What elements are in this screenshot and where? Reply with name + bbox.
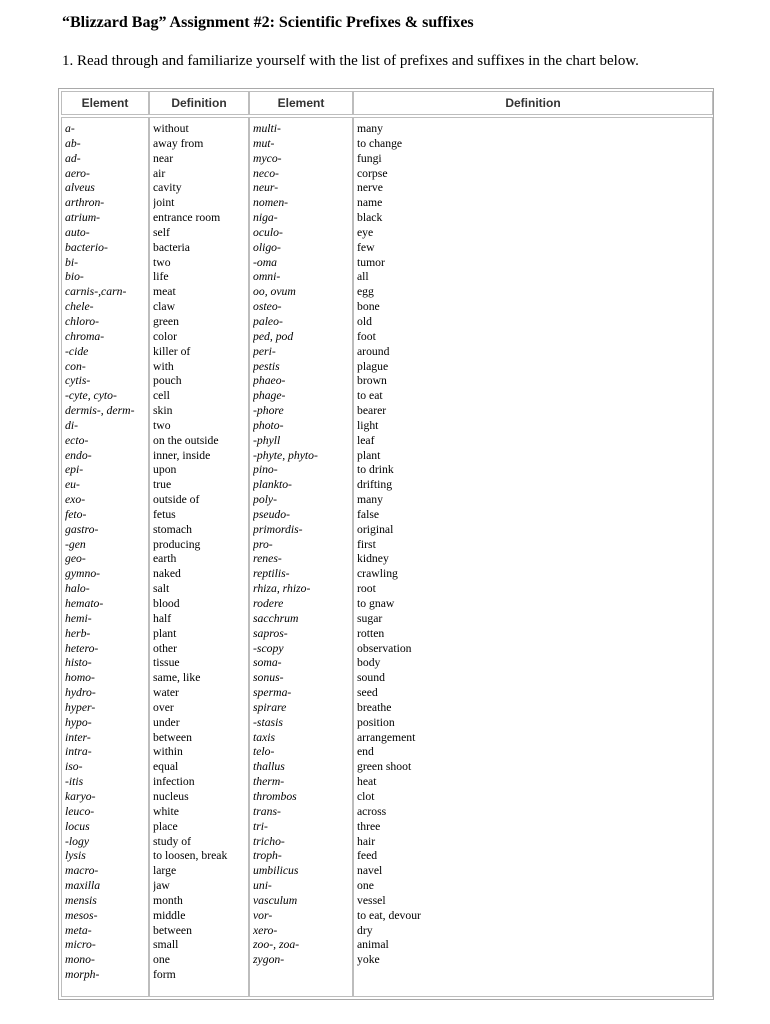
element-cell: homo- <box>65 671 95 685</box>
element-cell: hydro- <box>65 686 96 700</box>
definition-cell: end <box>357 745 374 759</box>
definition-cell: between <box>153 923 192 937</box>
definition-cell: to gnaw <box>357 597 395 610</box>
element-cell: reptilis- <box>253 567 290 581</box>
definition-cell: foot <box>357 329 376 343</box>
definition-cell: inner, inside <box>153 448 211 462</box>
element-cell: sonus- <box>253 671 284 685</box>
element-cell: neur- <box>253 181 279 195</box>
definition-cell: plant <box>153 626 177 640</box>
right-definition-column <box>353 117 713 997</box>
element-cell: -gen <box>65 537 86 551</box>
element-cell: rhiza, rhizo- <box>253 582 311 596</box>
element-cell: soma- <box>253 656 282 670</box>
definition-cell: on the outside <box>153 433 219 447</box>
definition-cell: sound <box>357 671 385 685</box>
element-cell: halo- <box>65 582 90 596</box>
definition-cell: arrangement <box>357 730 416 744</box>
definition-cell: three <box>357 819 381 833</box>
header-element-1: Element <box>61 91 149 115</box>
definition-cell: self <box>153 225 170 239</box>
left-element-column <box>61 117 149 997</box>
table-body <box>61 117 711 997</box>
element-cell: mono- <box>65 953 95 967</box>
definition-cell: tumor <box>357 255 385 269</box>
definition-cell: salt <box>153 582 170 596</box>
element-cell: niga- <box>253 211 278 225</box>
header-element-2: Element <box>249 91 353 115</box>
element-cell: auto- <box>65 225 90 239</box>
definition-cell: navel <box>357 864 383 878</box>
element-cell: aero- <box>65 166 90 180</box>
element-cell: epi- <box>65 463 84 477</box>
element-cell: meta- <box>65 923 92 937</box>
definition-cell: upon <box>153 463 177 477</box>
definition-cell: black <box>357 211 383 225</box>
definition-cell: entrance room <box>153 211 221 225</box>
element-cell: oo, ovum <box>253 285 296 299</box>
definition-cell: place <box>153 819 178 833</box>
definition-cell: body <box>357 656 381 670</box>
element-cell: zoo-, zoa- <box>253 938 300 952</box>
element-cell: phage- <box>253 389 286 403</box>
left-definition-column <box>149 117 249 997</box>
element-cell: con- <box>65 359 86 373</box>
definition-cell: to eat, devour <box>357 908 421 922</box>
element-cell: atrium- <box>65 211 101 225</box>
element-cell: plankto- <box>253 478 292 492</box>
definition-cell: all <box>357 270 369 284</box>
element-cell: paleo- <box>253 314 283 328</box>
element-cell: lysis <box>65 849 86 863</box>
definition-cell: one <box>153 953 170 967</box>
definition-cell: meat <box>153 285 176 299</box>
element-cell: locus <box>65 819 90 833</box>
element-cell: nomen- <box>253 196 289 210</box>
element-cell: hypo- <box>65 715 92 729</box>
definition-cell: life <box>153 270 169 284</box>
definition-cell: pouch <box>153 374 182 388</box>
element-cell: hetero- <box>65 641 99 655</box>
element-cell: di- <box>65 418 78 432</box>
definition-cell: skin <box>153 404 173 418</box>
definition-cell: naked <box>153 567 181 581</box>
element-cell: gastro- <box>65 522 99 536</box>
definition-cell: same, like <box>153 671 201 685</box>
definition-cell: joint <box>153 196 175 210</box>
definition-cell: rotten <box>357 626 385 640</box>
definition-cell: yoke <box>357 953 380 967</box>
definition-cell: one <box>357 879 374 893</box>
definition-cell: old <box>357 314 372 328</box>
definition-cell: position <box>357 715 395 729</box>
element-cell: carnis-,carn- <box>65 285 127 299</box>
definition-cell: white <box>153 804 179 818</box>
element-cell: tricho- <box>253 834 285 848</box>
right-element-column <box>249 117 353 997</box>
definition-cell: stomach <box>153 522 192 536</box>
element-cell: renes- <box>253 552 282 566</box>
definition-cell: cavity <box>153 181 182 195</box>
element-cell: troph- <box>253 849 282 863</box>
definition-cell: claw <box>153 300 176 314</box>
element-cell: bi- <box>65 255 78 269</box>
definition-cell: with <box>153 359 174 373</box>
definition-cell: large <box>153 864 177 878</box>
definition-cell: near <box>153 151 174 165</box>
element-cell: bio- <box>65 270 84 284</box>
definition-cell: two <box>153 418 171 432</box>
element-cell: leuco- <box>65 804 95 818</box>
definition-cell: sugar <box>357 611 383 625</box>
element-cell: feto- <box>65 507 87 521</box>
definition-cell: eye <box>357 225 374 239</box>
definition-cell: color <box>153 329 178 343</box>
definition-cell: without <box>153 122 189 135</box>
element-cell: -oma <box>253 255 278 269</box>
definition-cell: brown <box>357 374 387 388</box>
definition-cell: light <box>357 418 379 432</box>
definition-cell: crawling <box>357 567 398 581</box>
definition-cell: killer of <box>153 344 191 358</box>
element-cell: chloro- <box>65 314 99 328</box>
definition-cell: many <box>357 122 383 135</box>
definition-cell: two <box>153 255 171 269</box>
element-cell: eu- <box>65 478 80 492</box>
element-cell: vasculum <box>253 893 298 907</box>
element-cell: rodere <box>253 597 284 610</box>
element-cell: therm- <box>253 775 285 789</box>
element-cell: a- <box>65 122 75 135</box>
instruction-text: 1. Read through and familiarize yourself with the list of prefixes and suffixes in the chart below. <box>62 53 639 69</box>
element-cell: dermis-, derm- <box>65 404 135 418</box>
element-cell: primordis- <box>253 522 303 536</box>
definition-cell: small <box>153 938 179 952</box>
element-cell: thrombos <box>253 789 297 803</box>
definition-cell: dry <box>357 923 373 937</box>
page-title: “Blizzard Bag” Assignment #2: Scientific Prefixes & suffixes <box>62 14 474 31</box>
definition-cell: to loosen, break <box>153 849 228 863</box>
element-cell: peri- <box>253 344 276 358</box>
definition-cell: middle <box>153 908 186 922</box>
element-cell: trans- <box>253 804 281 818</box>
definition-cell: within <box>153 745 183 759</box>
definition-cell: form <box>153 968 176 982</box>
definition-cell: few <box>357 240 375 254</box>
element-cell: phaeo- <box>253 374 286 388</box>
element-cell: -itis <box>65 775 84 789</box>
element-cell: -cyte, cyto- <box>65 389 117 403</box>
definition-cell: nerve <box>357 181 383 195</box>
definition-cell: around <box>357 344 390 358</box>
element-cell: poly- <box>253 493 278 507</box>
definition-cell: bone <box>357 300 380 314</box>
element-cell: mensis <box>65 893 97 907</box>
definition-cell: to drink <box>357 463 394 477</box>
element-cell: neco- <box>253 166 279 180</box>
definition-cell: plague <box>357 359 389 373</box>
definition-cell: plant <box>357 448 381 462</box>
table-header-row <box>61 91 711 115</box>
definition-cell: under <box>153 715 180 729</box>
definition-cell: kidney <box>357 552 389 566</box>
element-cell: morph- <box>65 968 100 982</box>
definition-cell: over <box>153 700 174 714</box>
definition-cell: drifting <box>357 478 393 492</box>
element-cell: herb- <box>65 626 91 640</box>
definition-cell: animal <box>357 938 389 952</box>
element-cell: chele- <box>65 300 94 314</box>
definition-cell: tissue <box>153 656 180 670</box>
element-cell: ped, pod <box>253 329 294 343</box>
element-cell: micro- <box>65 938 96 952</box>
element-cell: karyo- <box>65 789 96 803</box>
element-cell: cytis- <box>65 374 91 388</box>
element-cell: -logy <box>65 834 90 848</box>
definition-cell: infection <box>153 775 195 789</box>
definition-cell: seed <box>357 686 378 700</box>
element-cell: iso- <box>65 760 83 774</box>
element-cell: intra- <box>65 745 92 759</box>
definition-cell: vessel <box>357 893 386 907</box>
element-cell: histo- <box>65 656 92 670</box>
element-cell: umbilicus <box>253 864 299 878</box>
definition-cell: away from <box>153 136 204 150</box>
definition-cell: jaw <box>153 879 170 893</box>
definition-cell: fetus <box>153 507 176 521</box>
definition-cell: nucleus <box>153 789 189 803</box>
element-cell: sperma- <box>253 686 292 700</box>
element-cell: bacterio- <box>65 240 108 254</box>
definition-cell: producing <box>153 537 201 551</box>
element-cell: ab- <box>65 136 81 150</box>
element-cell: xero- <box>253 923 278 937</box>
definition-cell: leaf <box>357 433 375 447</box>
element-cell: zygon- <box>253 953 285 967</box>
definition-cell: cell <box>153 389 170 403</box>
element-cell: pro- <box>253 537 273 551</box>
element-cell: pino- <box>253 463 278 477</box>
element-cell: -phyte, phyto- <box>253 448 318 462</box>
definition-cell: root <box>357 582 376 596</box>
element-cell: inter- <box>65 730 91 744</box>
definition-cell: bacteria <box>153 240 190 254</box>
definition-cell: to change <box>357 136 403 150</box>
definition-cell: original <box>357 522 394 536</box>
definition-cell: water <box>153 686 179 700</box>
element-cell: ad- <box>65 151 81 165</box>
definition-cell: study of <box>153 834 191 848</box>
element-cell: chroma- <box>65 329 105 343</box>
element-cell: mut- <box>253 136 275 150</box>
element-cell: hyper- <box>65 700 96 714</box>
element-cell: alveus <box>65 181 95 195</box>
prefix-suffix-table <box>58 88 714 1000</box>
definition-cell: first <box>357 537 376 551</box>
element-cell: tri- <box>253 819 268 833</box>
element-cell: pestis <box>253 359 280 373</box>
element-cell: -scopy <box>253 641 284 655</box>
element-cell: omni- <box>253 270 281 284</box>
definition-cell: across <box>357 804 387 818</box>
definition-cell: corpse <box>357 166 388 180</box>
definition-cell: feed <box>357 849 378 863</box>
definition-cell: name <box>357 196 383 210</box>
definition-cell: clot <box>357 789 375 803</box>
element-cell: vor- <box>253 908 273 922</box>
definition-cell: outside of <box>153 493 200 507</box>
definition-cell: equal <box>153 760 179 774</box>
element-cell: oligo- <box>253 240 281 254</box>
element-cell: hemato- <box>65 597 104 610</box>
element-cell: osteo- <box>253 300 282 314</box>
element-cell: -cide <box>65 344 89 358</box>
element-cell: myco- <box>253 151 282 165</box>
element-cell: spirare <box>253 700 287 714</box>
definition-cell: other <box>153 641 178 655</box>
element-cell: oculo- <box>253 225 283 239</box>
element-cell: pseudo- <box>253 507 291 521</box>
element-cell: endo- <box>65 448 92 462</box>
element-cell: macro- <box>65 864 99 878</box>
definition-cell: many <box>357 493 383 507</box>
definition-cell: observation <box>357 641 412 655</box>
element-cell: sacchrum <box>253 611 299 625</box>
definition-cell: green <box>153 314 179 328</box>
element-cell: geo- <box>65 552 86 566</box>
definition-cell: green shoot <box>357 760 412 774</box>
definition-cell: heat <box>357 775 377 789</box>
element-cell: sapros- <box>253 626 288 640</box>
definition-cell: between <box>153 730 192 744</box>
definition-cell: month <box>153 893 183 907</box>
definition-cell: blood <box>153 597 180 610</box>
definition-cell: earth <box>153 552 177 566</box>
element-cell: thallus <box>253 760 285 774</box>
element-cell: photo- <box>253 418 284 432</box>
definition-cell: true <box>153 478 172 492</box>
element-cell: -stasis <box>253 715 283 729</box>
element-cell: mesos- <box>65 908 98 922</box>
element-cell: ecto- <box>65 433 89 447</box>
header-definition-2: Definition <box>353 91 713 115</box>
definition-cell: fungi <box>357 151 382 165</box>
definition-cell: bearer <box>357 404 387 418</box>
element-cell: -phore <box>253 404 284 418</box>
element-cell: multi- <box>253 122 281 135</box>
element-cell: exo- <box>65 493 86 507</box>
element-cell: -phyll <box>253 433 281 447</box>
element-cell: gymno- <box>65 567 101 581</box>
definition-cell: egg <box>357 285 374 299</box>
definition-cell: hair <box>357 834 376 848</box>
definition-cell: false <box>357 507 380 521</box>
definition-cell: to eat <box>357 389 383 403</box>
element-cell: telo- <box>253 745 275 759</box>
definition-cell: half <box>153 611 172 625</box>
element-cell: taxis <box>253 730 276 744</box>
header-definition-1: Definition <box>149 91 249 115</box>
element-cell: maxilla <box>65 879 101 893</box>
definition-cell: breathe <box>357 700 392 714</box>
element-cell: hemi- <box>65 611 92 625</box>
element-cell: uni- <box>253 879 272 893</box>
definition-cell: air <box>153 166 166 180</box>
element-cell: arthron- <box>65 196 105 210</box>
